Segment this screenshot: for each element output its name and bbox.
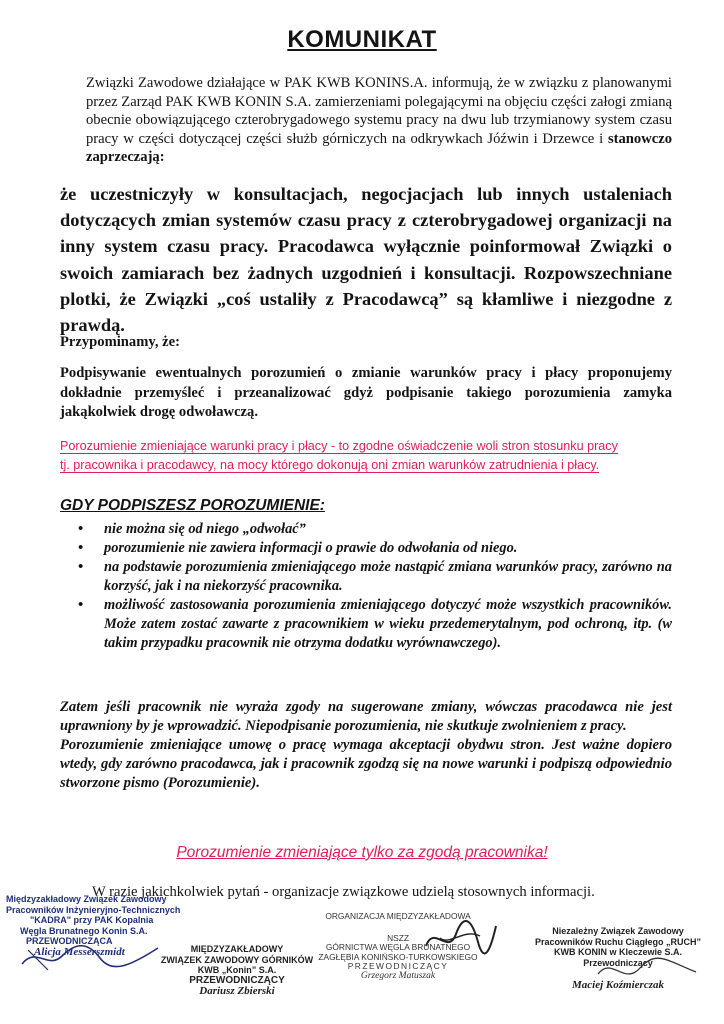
sign-heading: GDY PODPISZESZ POROZUMIENIE:: [60, 497, 325, 514]
stamp-line: ORGANIZACJA MIĘDZYZAKŁADOWA: [325, 911, 471, 921]
intro-paragraph: [86, 74, 672, 167]
definition-line-1: Porozumienie zmieniające warunki pracy i płacy - to zgodne oświadczenie woli stron stosunku pracy: [60, 439, 618, 453]
signatory-name: Dariusz Zbierski: [199, 985, 275, 997]
stamp-line: Węgla Brunatnego Konin S.A.: [20, 925, 148, 936]
stamp-line: NSZZ: [387, 932, 409, 943]
closing-paragraph-1: Zatem jeśli pracownik nie wyraża zgody na sugerowane zmiany, wówczas pracodawca nie jest uprawniony by je wprowadzić. Niepodpisanie porozumienia, nie skutkuje zwolnieniem z pracy.: [60, 699, 672, 734]
stamp-line: ZWIĄZEK ZAWODOWY GÓRNIKÓW: [160, 954, 314, 965]
union-statement: że uczestniczyły w konsultacjach, negocjacjach lub innych ustaleniach dotyczących zmian systemów czasu pracy z czterobrygadowej organizacji na inny system czasu pracy. Pracodawca wyłącznie poinformował Związki o swoich zamiarach bez żadnych uzgodnień i konsultacji. Rozpowszechniane plotki, że Związki „coś ustaliły z Pracodawcą” są kłamliwe i niezgodne z prawdą.: [60, 184, 672, 336]
intro-emphasis: stanowczo zaprzeczają:: [86, 130, 672, 166]
document-title: KOMUNIKAT: [287, 26, 437, 53]
intro-text: Związki Zawodowe działające w PAK KWB KONINS.A. informują, że w związku z planowanymi przez Zarząd PAK KWB KONIN S.A. zamierzeniami polegającymi na objęciu części załogi zmianą obecnie obowiązującego czterobrygadowego systemu pracy na dwu lub trzymianowy system czasu pracy w części dotyczącej części służb górniczych na odkrywkach Jóźwin i Drzewce i: [86, 75, 672, 147]
advice-paragraph: Podpisywanie ewentualnych porozumień o zmianie warunków pracy i płacy proponujemy dokładnie przemyśleć i przeanalizować gdyż podpisanie takiego porozumienia zamyka jakąkolwiek drogę odwoławczą.: [60, 365, 672, 421]
closing-paragraph-2: Porozumienie zmieniające umowę o pracę wymaga akceptacji obydwu stron. Jest ważne dopiero wtedy, gdy zarówno pracodawca, jak i pracownik zgodzą się na nowe warunki i podpiszą odpowiednio stworzone pismo (Porozumienie).: [60, 737, 672, 791]
list-item: • nie można się od niego „odwołać”: [76, 520, 672, 539]
stamp-line: GÓRNICTWA WĘGLA BRUNATNEGO: [325, 942, 471, 953]
consequences-list: [76, 520, 672, 653]
handwritten-signature-icon: [18, 936, 168, 976]
stamp-line: ZAGŁĘBIA KONIŃSKO-TURKOWSKIEGO: [318, 951, 478, 962]
handwritten-signature-icon: [592, 950, 702, 990]
handwritten-signature-icon: [420, 916, 500, 962]
stamp-line: KWB KONIN w Kleczewie S.A.: [553, 947, 683, 957]
list-item: • porozumienie nie zawiera informacji o prawie do odwołania od niego.: [76, 539, 672, 558]
signatory-name: Alicja Messerszmidt: [34, 945, 125, 958]
closing-paragraphs: [60, 698, 672, 793]
stamp-line: MIĘDZYZAKŁADOWY: [190, 944, 284, 954]
reminder-heading: Przypominamy, że:: [60, 334, 180, 350]
stamp-line: Międzyzakładowy Związek Zawodowy: [6, 894, 167, 904]
stamp-gornikow: [152, 944, 322, 997]
list-item: • możliwość zastosowania porozumienia zmieniającego dotyczyć może wszystkich pracowników. Może zatem zostać zawarte z pracownikiem w wieku przedemerytalnym, pod ochroną, itp. (w takim przypadku pracownik nie otrzyma dodatku wyrównawczego).: [76, 596, 672, 653]
stamp-role: Przewodniczący: [583, 957, 653, 968]
highlight-message: Porozumienie zmieniające tylko za zgodą pracownika!: [176, 844, 548, 861]
questions-note: W razie jakichkolwiek pytań - organizacje związkowe udzielą stosownych informacji.: [92, 884, 595, 900]
signatory-name: Grzegorz Matuszak: [360, 970, 436, 981]
signatory-name: Maciej Koźmierczak: [572, 979, 664, 991]
definition-line-2: tj. pracownika i pracodawcy, na mocy którego dokonują oni zmian warunków zatrudnienia i płacy.: [60, 457, 600, 472]
stamp-role: PRZEWODNICZĄCA: [26, 936, 113, 946]
stamp-role: PRZEWODNICZĄCY: [189, 974, 285, 986]
stamp-line: "KADRA" przy PAK Kopalnia: [30, 915, 154, 925]
stamp-role: PRZEWODNICZĄCY: [347, 961, 449, 972]
stamp-line: Pracowników Ruchu Ciągłego „RUCH”: [534, 936, 702, 947]
list-item: • na podstawie porozumienia zmieniającego może nastąpić zmiana warunków pracy, zarówno na korzyść, jak i na niekorzyść pracownika.: [76, 558, 672, 596]
stamp-line: Pracowników Inżynieryjno-Technicznych: [6, 904, 181, 915]
stamp-line: KWB „Konin” S.A.: [197, 965, 277, 975]
definition-note: [60, 437, 672, 474]
stamp-line: Niezależny Związek Zawodowy: [552, 926, 684, 936]
